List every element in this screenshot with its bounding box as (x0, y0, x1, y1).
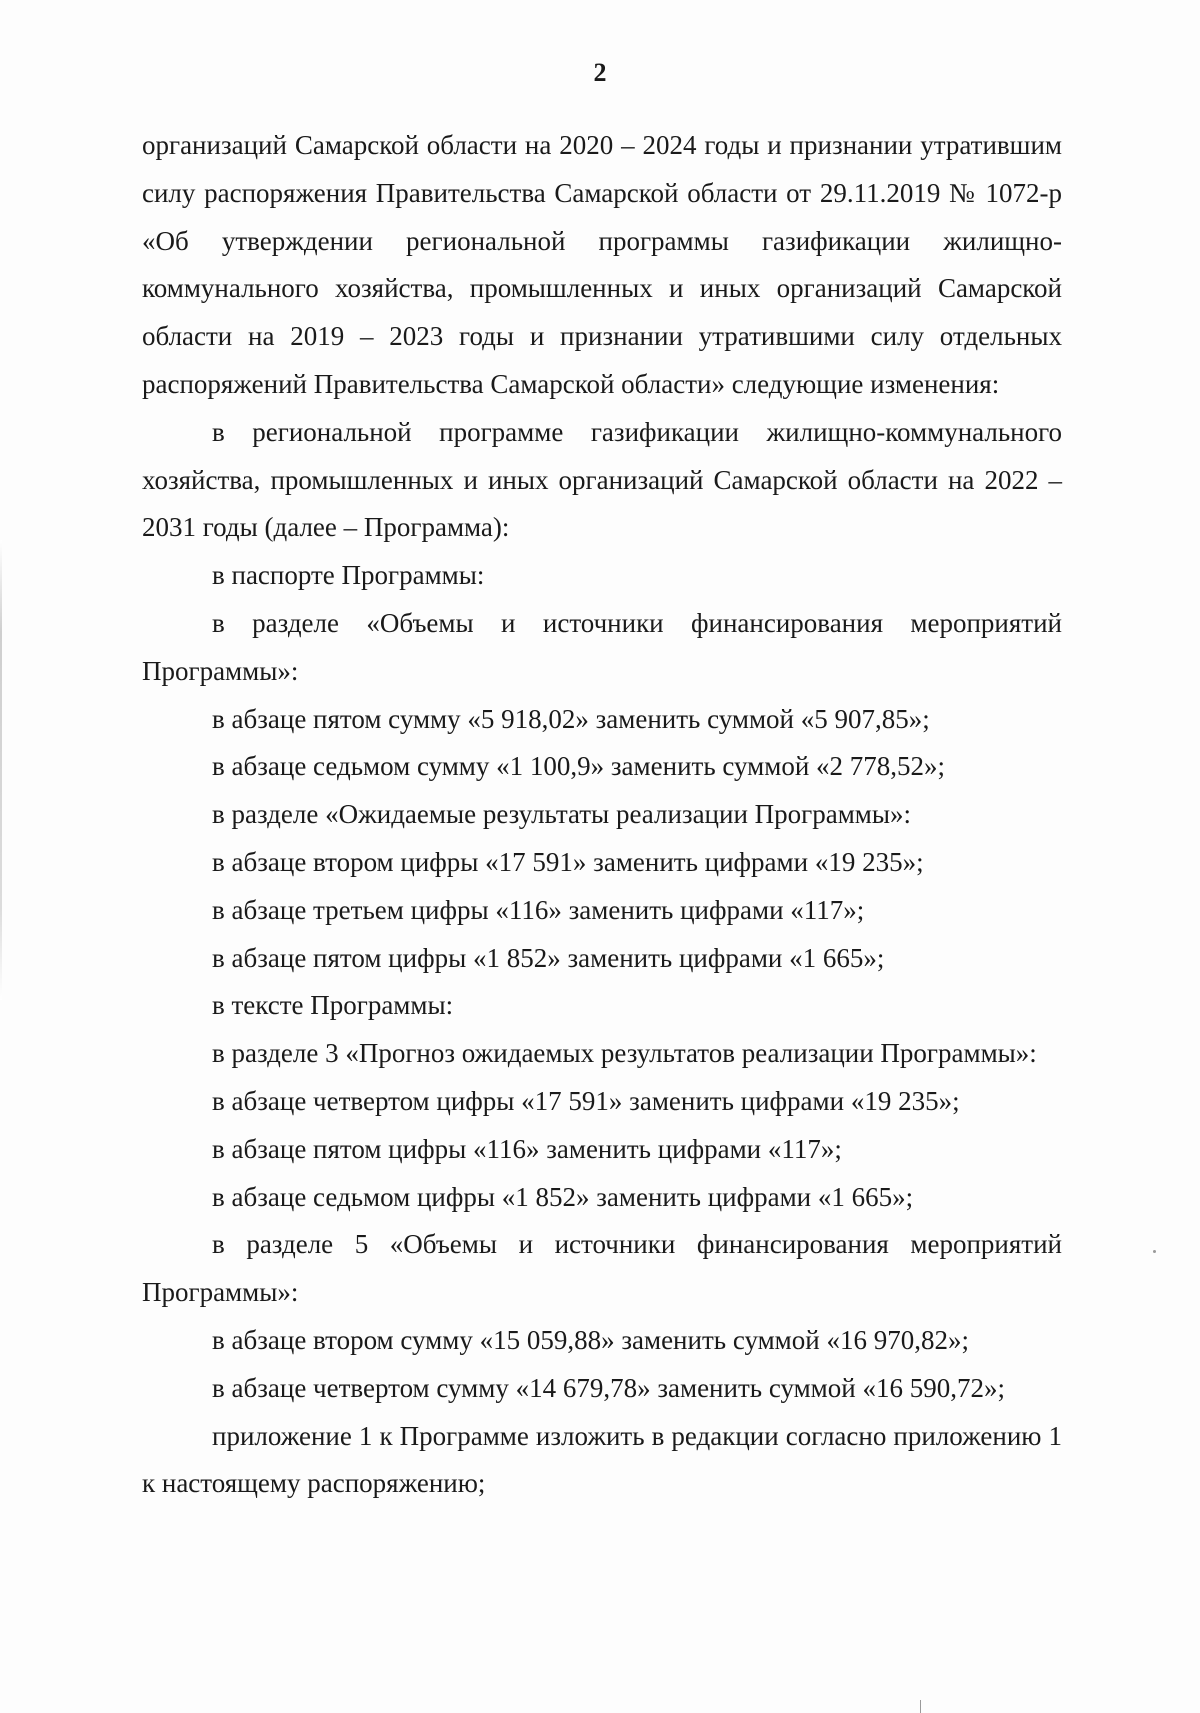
paragraph: в абзаце седьмом сумму «1 100,9» заменить суммой «2 778,52»; (212, 751, 946, 782)
scan-speck (1153, 1250, 1156, 1253)
paragraph: в абзаце седьмом цифры «1 852» заменить цифрами «1 665»; (212, 1181, 914, 1212)
paragraph: в абзаце пятом сумму «5 918,02» заменить суммой «5 907,85»; (212, 703, 930, 734)
paragraph: в разделе «Ожидаемые результаты реализации Программы»: (212, 799, 912, 830)
paragraph: в паспорте Программы: (212, 560, 485, 591)
scan-edge-shadow (0, 540, 2, 1000)
paragraph: в абзаце четвертом сумму «14 679,78» заменить суммой «16 590,72»; (212, 1372, 1005, 1403)
paragraph: в абзаце пятом цифры «116» заменить цифрами «117»; (212, 1133, 842, 1164)
paragraph: организаций Самарской области на 2020 – 2024 годы и признании утратившим силу распоряжения Правительства Самарской области от 29.11.2019 № 1072-р «Об утверждении региональной программы газификации жилищно-коммунального хозяйства, промышленных и иных организаций Самарской области на 2019 – 2023 годы и признании утратившими силу отдельных распоряжений Правительства Самарской области» следующие изменения: (142, 130, 1062, 399)
document-body (142, 122, 1062, 1508)
paragraph: в абзаце пятом цифры «1 852» заменить цифрами «1 665»; (212, 942, 885, 973)
paragraph: в абзаце втором цифры «17 591» заменить цифрами «19 235»; (212, 846, 924, 877)
paragraph: в абзаце втором сумму «15 059,88» заменить суммой «16 970,82»; (212, 1324, 969, 1355)
paragraph: приложение 1 к Программе изложить в редакции согласно приложению 1 к настоящему распоряжению; (142, 1420, 1062, 1499)
paragraph: в абзаце третьем цифры «116» заменить цифрами «117»; (212, 894, 865, 925)
paragraph: в региональной программе газификации жилищно-коммунального хозяйства, промышленных и иных организаций Самарской области на 2022 – 2031 годы (далее – Программа): (142, 416, 1062, 543)
paragraph: в тексте Программы: (212, 990, 454, 1021)
paragraph: в разделе 5 «Объемы и источники финансирования мероприятий Программы»: (142, 1229, 1062, 1308)
scan-speck (920, 1700, 921, 1713)
paragraph: в разделе «Объемы и источники финансирования мероприятий Программы»: (142, 607, 1062, 686)
page-number: 2 (593, 58, 607, 87)
paragraph: в абзаце четвертом цифры «17 591» заменить цифрами «19 235»; (212, 1085, 960, 1116)
paragraph: в разделе 3 «Прогноз ожидаемых результатов реализации Программы»: (212, 1038, 1037, 1069)
